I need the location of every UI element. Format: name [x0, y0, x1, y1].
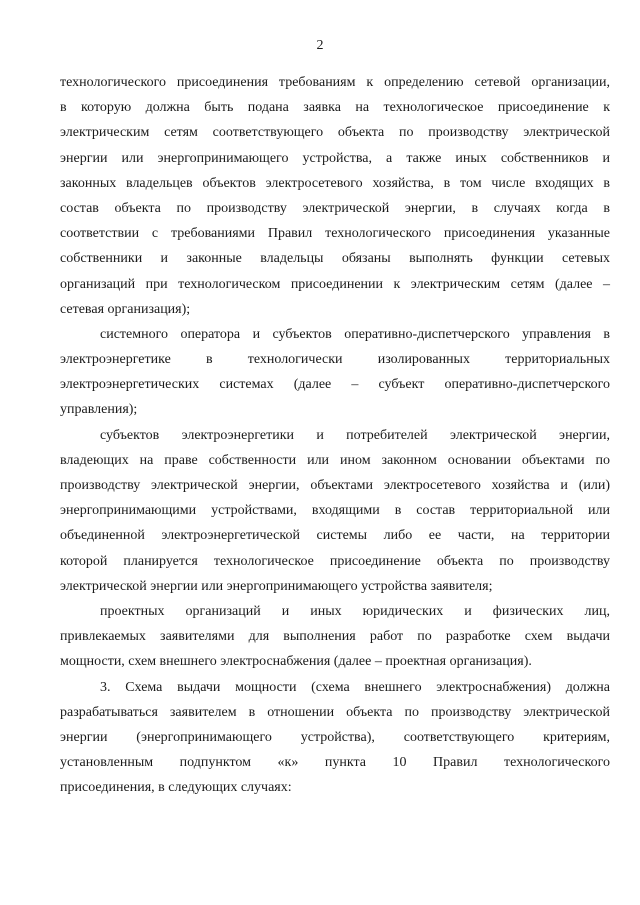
- text-line: соответствии с требованиями Правил технологического присоединения указанные: [60, 226, 610, 242]
- text-line: привлекаемых заявителями для выполнения работ по разработке схем выдачи: [60, 629, 610, 645]
- text-line: энергии (энергопринимающего устройства), соответствующего критериям,: [60, 729, 610, 745]
- paragraph: [60, 322, 610, 423]
- text-line: организаций при технологическом присоединении к электрическим сетям (далее –: [60, 276, 610, 292]
- paragraph: [60, 423, 610, 599]
- text-line: которой планируется технологическое присоединение объекта по производству: [60, 553, 610, 569]
- text-line: 3. Схема выдачи мощности (схема внешнего электроснабжения) должна: [100, 679, 610, 695]
- text-line: мощности, схем внешнего электроснабжения (далее – проектная организация).: [60, 654, 532, 670]
- paragraph: [60, 599, 610, 675]
- text-line: сетевая организация);: [60, 301, 191, 317]
- text-line: производству электрической энергии, объектами электросетевого хозяйства и (или): [60, 478, 610, 493]
- text-line: электроэнергетических системах (далее – субъект оперативно-диспетчерского: [60, 377, 610, 393]
- text-line: состав объекта по производству электрической энергии, в случаях когда в: [60, 200, 610, 216]
- text-line: системного оператора и субъектов оперативно-диспетчерского управления в: [100, 326, 610, 342]
- text-line: владеющих на праве собственности или ином законном основании объектами по: [60, 452, 610, 468]
- text-line: установленным подпунктом «к» пункта 10 Правил технологического: [60, 755, 610, 771]
- text-line: проектных организаций и иных юридических и физических лиц,: [100, 603, 610, 619]
- text-line: технологического присоединения требованиям к определению сетевой организации,: [60, 75, 610, 90]
- text-line: электроэнергетике в технологически изолированных территориальных: [60, 352, 610, 368]
- text-line: присоединения, в следующих случаях:: [60, 780, 292, 796]
- text-line: энергии или энергопринимающего устройства, а также иных собственников и: [60, 150, 610, 166]
- text-line: электрическим сетям соответствующего объекта по производству электрической: [60, 125, 610, 141]
- document-body: [60, 70, 610, 800]
- text-line: субъектов электроэнергетики и потребителей электрической энергии,: [100, 427, 610, 443]
- text-line: энергопринимающими устройствами, входящими в состав территориальной или: [60, 503, 610, 519]
- paragraph: [60, 70, 610, 322]
- text-line: законных владельцев объектов электросетевого хозяйства, в том числе входящих в: [60, 175, 610, 191]
- text-line: управления);: [60, 402, 138, 418]
- paragraph: [60, 675, 610, 801]
- text-line: собственники и законные владельцы обязаны выполнять функции сетевых: [60, 251, 610, 267]
- page-number: 2: [316, 38, 324, 53]
- text-line: электрической энергии или энергопринимающего устройства заявителя;: [60, 578, 493, 594]
- text-line: объединенной электроэнергетической системы либо ее части, на территории: [60, 528, 610, 544]
- text-line: разрабатываться заявителем в отношении объекта по производству электрической: [60, 704, 610, 720]
- text-line: в которую должна быть подана заявка на технологическое присоединение к: [60, 100, 610, 116]
